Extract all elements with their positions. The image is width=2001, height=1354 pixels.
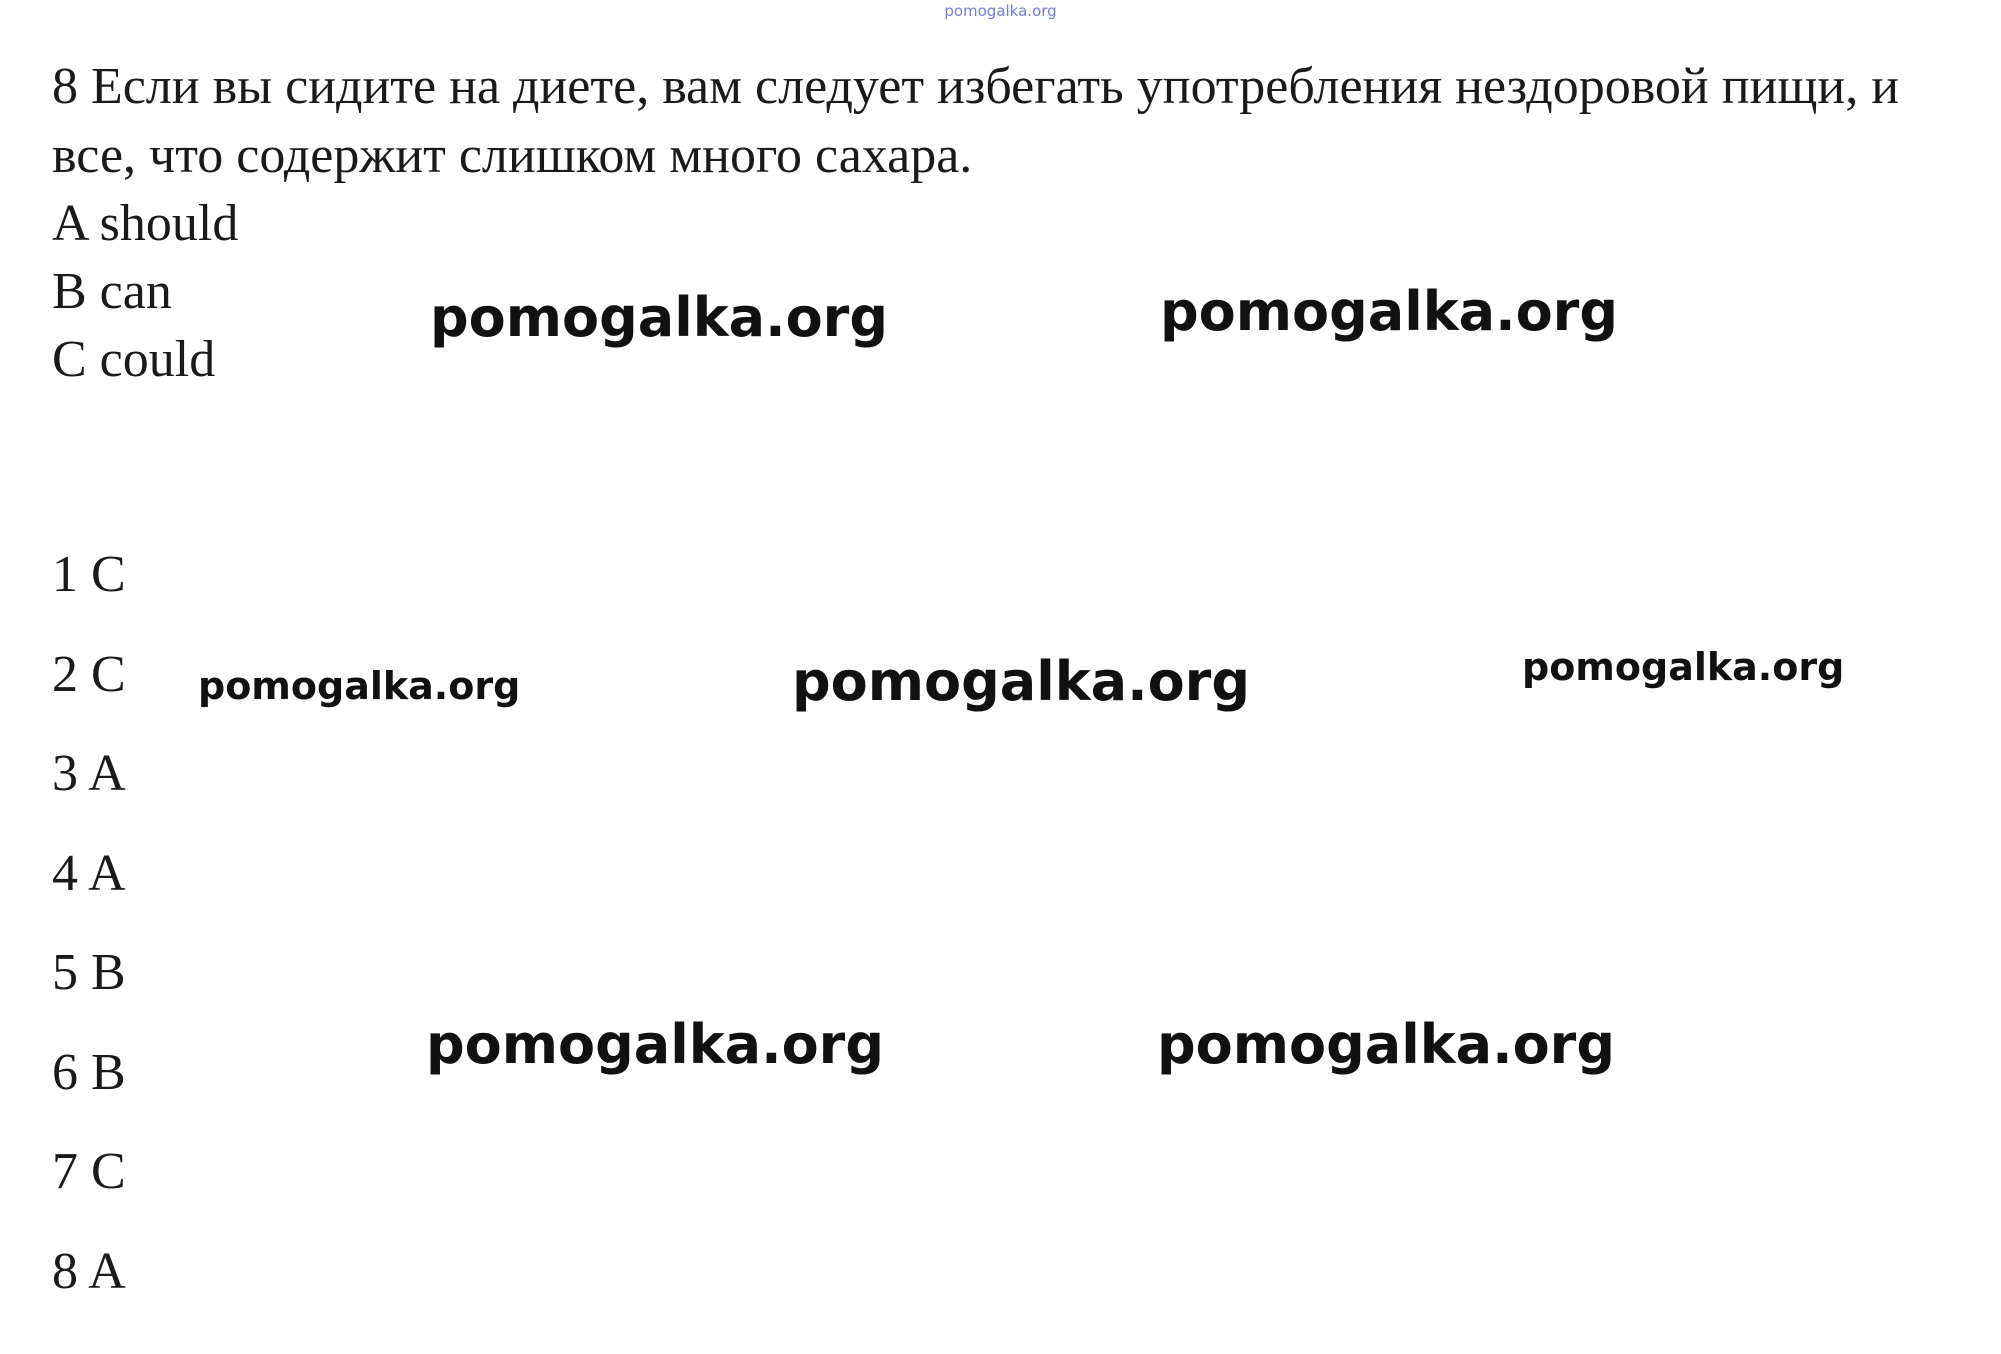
answer-3: 3 A [52,745,126,802]
answer-6: 6 B [52,1043,126,1101]
answer-4: 4 A [52,844,126,902]
answer-1: 1 C [52,546,126,603]
question-text: 8 Если вы сидите на диете, вам следует избегать употребления нездоровой пищи, и все, что содержит слишком много сахара. [52,58,1900,184]
option-b: B can [52,263,172,320]
answer-options [52,190,238,394]
watermark-7: pomogalka.org [1157,1013,1615,1076]
top-watermark: pomogalka.org [944,2,1057,20]
watermark-6: pomogalka.org [426,1013,884,1076]
answer-8: 8 A [52,1242,126,1300]
answer-2: 2 C [52,645,126,703]
watermark-4: pomogalka.org [792,650,1250,713]
answer-5: 5 B [52,944,126,1001]
watermark-2: pomogalka.org [1160,280,1618,343]
option-c: C could [52,331,216,388]
answer-7: 7 C [52,1143,126,1200]
watermark-3: pomogalka.org [198,664,521,708]
watermark-5: pomogalka.org [1522,645,1845,689]
watermark-1: pomogalka.org [430,286,888,349]
answer-key [52,525,126,1321]
option-a: A should [52,195,239,252]
